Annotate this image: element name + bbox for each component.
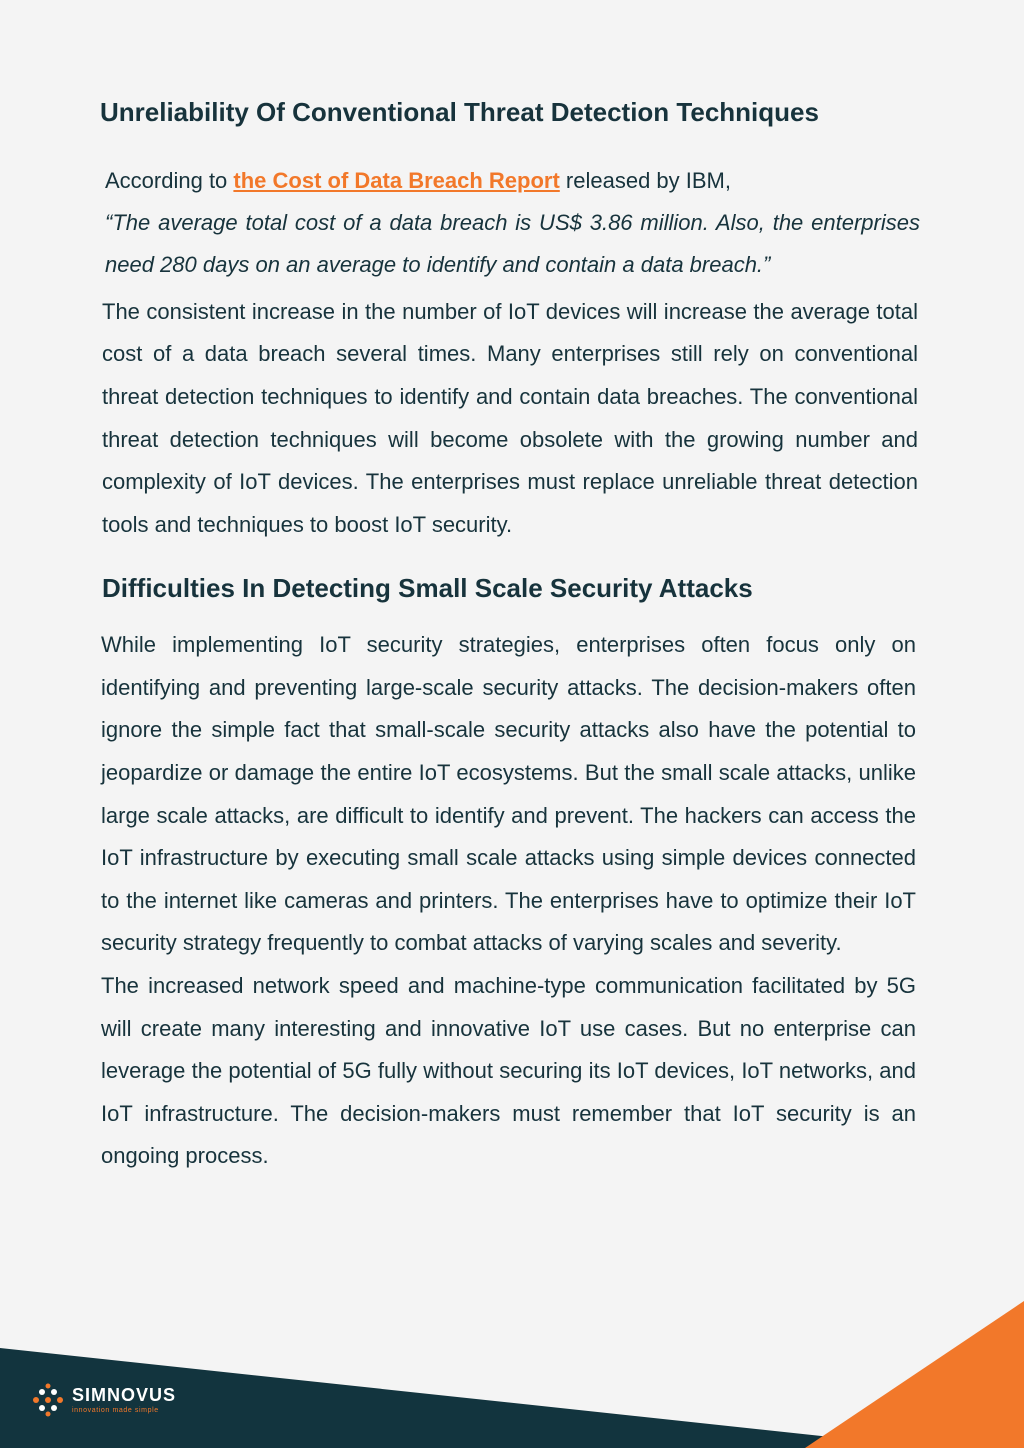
ibm-quote: “The average total cost of a data breach is US$ 3.86 million. Also, the enterprises need 280 days on an average to identify and contain a data breach.” <box>105 209 920 278</box>
logo-wordmark <box>72 1386 176 1415</box>
intro-text-before: According to <box>105 167 234 193</box>
footer-orange-corner <box>805 1301 1024 1448</box>
document-body <box>102 96 918 1178</box>
section-heading-threat-detection: Unreliability Of Conventional Threat Detection Techniques <box>100 97 819 127</box>
page-footer <box>0 1288 1024 1448</box>
cost-of-data-breach-report-link[interactable]: the Cost of Data Breach Report <box>233 167 560 193</box>
paragraph-5g-iot: The increased network speed and machine-type communication facilitated by 5G will create many interesting and innovative IoT use cases. But no enterprise can leverage the potential of 5G fully without securing its IoT devices, IoT networks, and IoT infrastructure. The decision-makers must remember that IoT security is an ongoing process. <box>101 972 916 1169</box>
simnovus-logo-icon <box>30 1382 66 1418</box>
intro-line <box>105 160 918 202</box>
footer-background <box>0 1288 1024 1448</box>
simnovus-logo <box>30 1382 176 1418</box>
brand-name: SIMNOVUS <box>72 1384 177 1405</box>
intro-text-after: released by IBM, <box>559 167 731 193</box>
brand-tagline: innovation made simple <box>72 1406 159 1414</box>
paragraph-threat-detection: The consistent increase in the number of IoT devices will increase the average total cost of a data breach several times. Many enterprises still rely on conventional threat detection techniques to identify and contain data breaches. The conventional threat detection techniques will become obsolete with the growing number and complexity of IoT devices. The enterprises must replace unreliable threat detection tools and techniques to boost IoT security. <box>102 298 918 537</box>
section-heading-small-scale-attacks: Difficulties In Detecting Small Scale Security Attacks <box>102 573 753 604</box>
paragraph-small-scale-attacks: While implementing IoT security strategies, enterprises often focus only on identifying and preventing large-scale security attacks. The decision-makers often ignore the simple fact that small-scale security attacks also have the potential to jeopardize or damage the entire IoT ecosystems. But the small scale attacks, unlike large scale attacks, are difficult to identify and prevent. The hackers can access the IoT infrastructure by executing small scale attacks using simple devices connected to the internet like cameras and printers. The enterprises have to optimize their IoT security strategy frequently to combat attacks of varying scales and severity. <box>101 632 916 956</box>
